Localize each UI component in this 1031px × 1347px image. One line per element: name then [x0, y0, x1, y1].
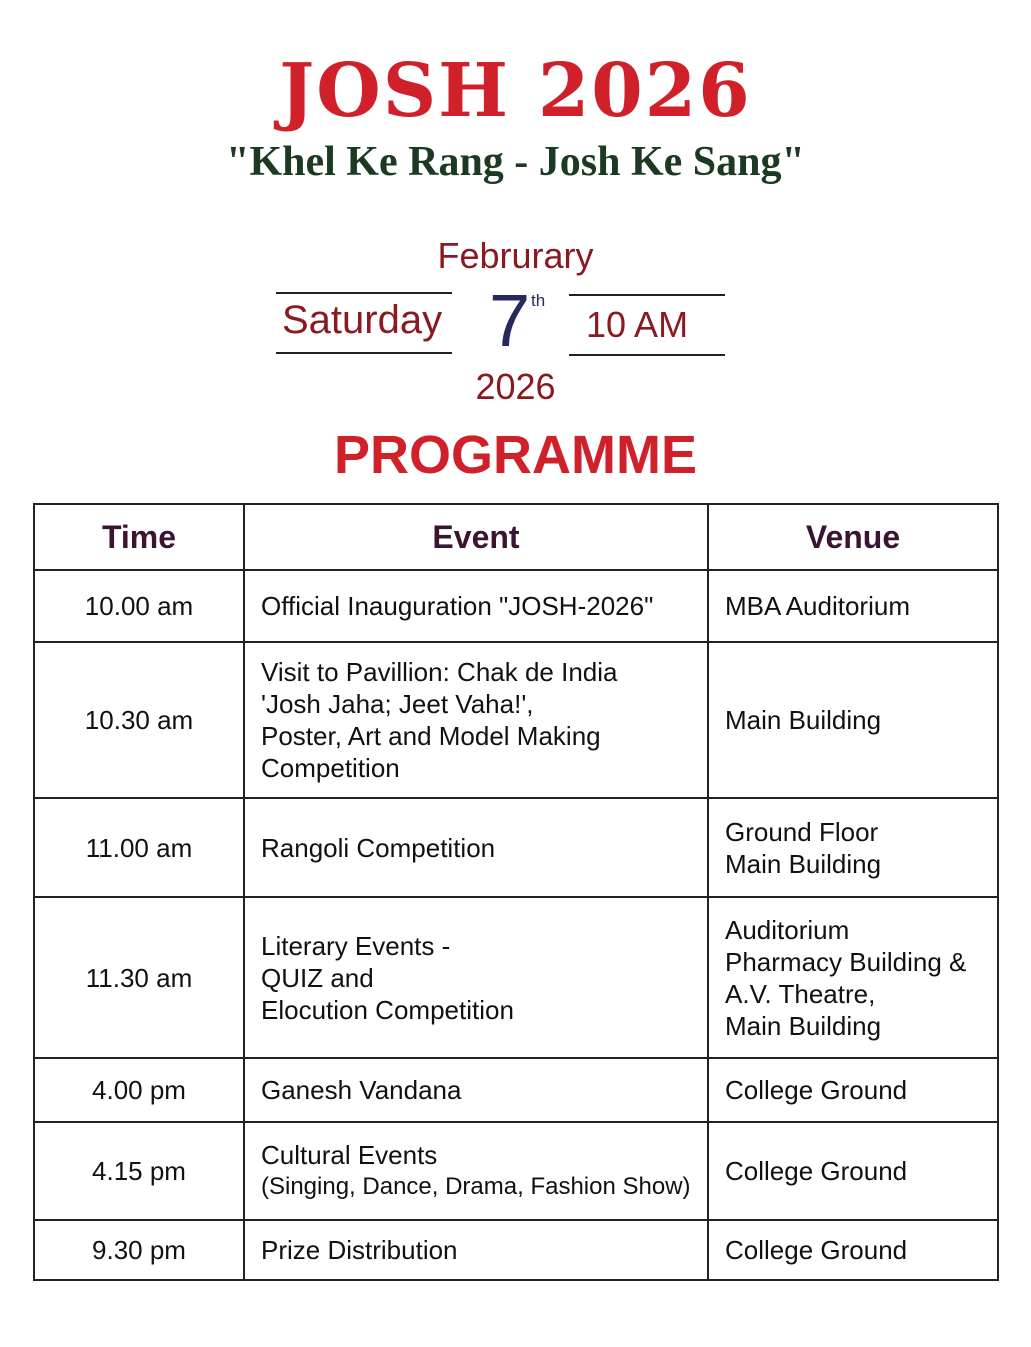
table-row: [34, 642, 998, 798]
time-cell: 11.30 am: [34, 897, 244, 1058]
time-cell: 10.30 am: [34, 642, 244, 798]
venue-cell: [708, 1122, 998, 1220]
date-year: 2026: [475, 366, 556, 407]
divider: [276, 292, 452, 294]
event-line: Visit to Pavillion: Chak de India: [261, 657, 618, 687]
header-time: Time: [34, 504, 244, 570]
event-cell: [244, 570, 708, 642]
event-line: Cultural Events: [261, 1140, 438, 1170]
event-line: Poster, Art and Model Making: [261, 721, 601, 751]
table-row: [34, 1122, 998, 1220]
divider: [569, 294, 725, 296]
event-line: Prize Distribution: [261, 1235, 458, 1265]
date-time: 10 AM: [586, 304, 689, 345]
event-cell: [244, 1220, 708, 1280]
table-row: [34, 570, 998, 642]
time-cell: 11.00 am: [34, 798, 244, 897]
date-month: Februrary: [437, 235, 594, 276]
event-line: Official Inauguration "JOSH-2026": [261, 591, 654, 621]
venue-line: College Ground: [725, 1235, 908, 1265]
event-line: 'Josh Jaha; Jeet Vaha!',: [261, 689, 534, 719]
venue-cell: [708, 1220, 998, 1280]
table-row: [34, 798, 998, 897]
event-cell: [244, 798, 708, 897]
venue-cell: [708, 1058, 998, 1122]
venue-line: MBA Auditorium: [725, 591, 910, 621]
venue-line: A.V. Theatre,: [725, 978, 876, 1009]
venue-line: Ground Floor: [725, 816, 879, 847]
time-cell: 9.30 pm: [34, 1220, 244, 1280]
divider: [276, 352, 452, 354]
venue-line: Main Building: [725, 705, 882, 735]
time-cell: 4.15 pm: [34, 1122, 244, 1220]
venue-cell: [708, 642, 998, 798]
event-cell: [244, 897, 708, 1058]
event-line: (Singing, Dance, Drama, Fashion Show): [261, 1173, 691, 1200]
venue-line: College Ground: [725, 1156, 908, 1186]
event-cell: [244, 642, 708, 798]
event-cell: [244, 1058, 708, 1122]
event-title: JOSH 2026: [279, 48, 752, 134]
venue-cell: [708, 897, 998, 1058]
table-row: [34, 897, 998, 1058]
event-line: Rangoli Competition: [261, 832, 496, 863]
header-venue: Venue: [708, 504, 998, 570]
header-event: Event: [244, 504, 708, 570]
venue-line: Pharmacy Building &: [725, 946, 967, 977]
table-row: [34, 1220, 998, 1280]
divider: [569, 354, 725, 356]
date-suffix: th: [531, 291, 546, 310]
event-line: Elocution Competition: [261, 994, 514, 1025]
table-row: [34, 1058, 998, 1122]
venue-line: Main Building: [725, 848, 882, 879]
tagline: "Khel Ke Rang - Josh Ke Sang": [226, 139, 805, 185]
time-cell: 10.00 am: [34, 570, 244, 642]
venue-cell: [708, 570, 998, 642]
programme-table: [33, 503, 999, 1281]
event-line: Ganesh Vandana: [261, 1075, 462, 1105]
time-cell: 4.00 pm: [34, 1058, 244, 1122]
venue-line: Auditorium: [725, 914, 850, 945]
event-line: Competition: [261, 753, 400, 783]
event-line: Literary Events -: [261, 930, 451, 961]
event-line: QUIZ and: [261, 962, 374, 993]
date-day: 7: [489, 279, 531, 362]
venue-line: Main Building: [725, 1010, 882, 1041]
venue-line: College Ground: [725, 1075, 908, 1105]
programme-heading: PROGRAMME: [334, 425, 697, 485]
venue-cell: [708, 798, 998, 897]
event-cell: [244, 1122, 708, 1220]
date-day-name: Saturday: [282, 298, 443, 342]
